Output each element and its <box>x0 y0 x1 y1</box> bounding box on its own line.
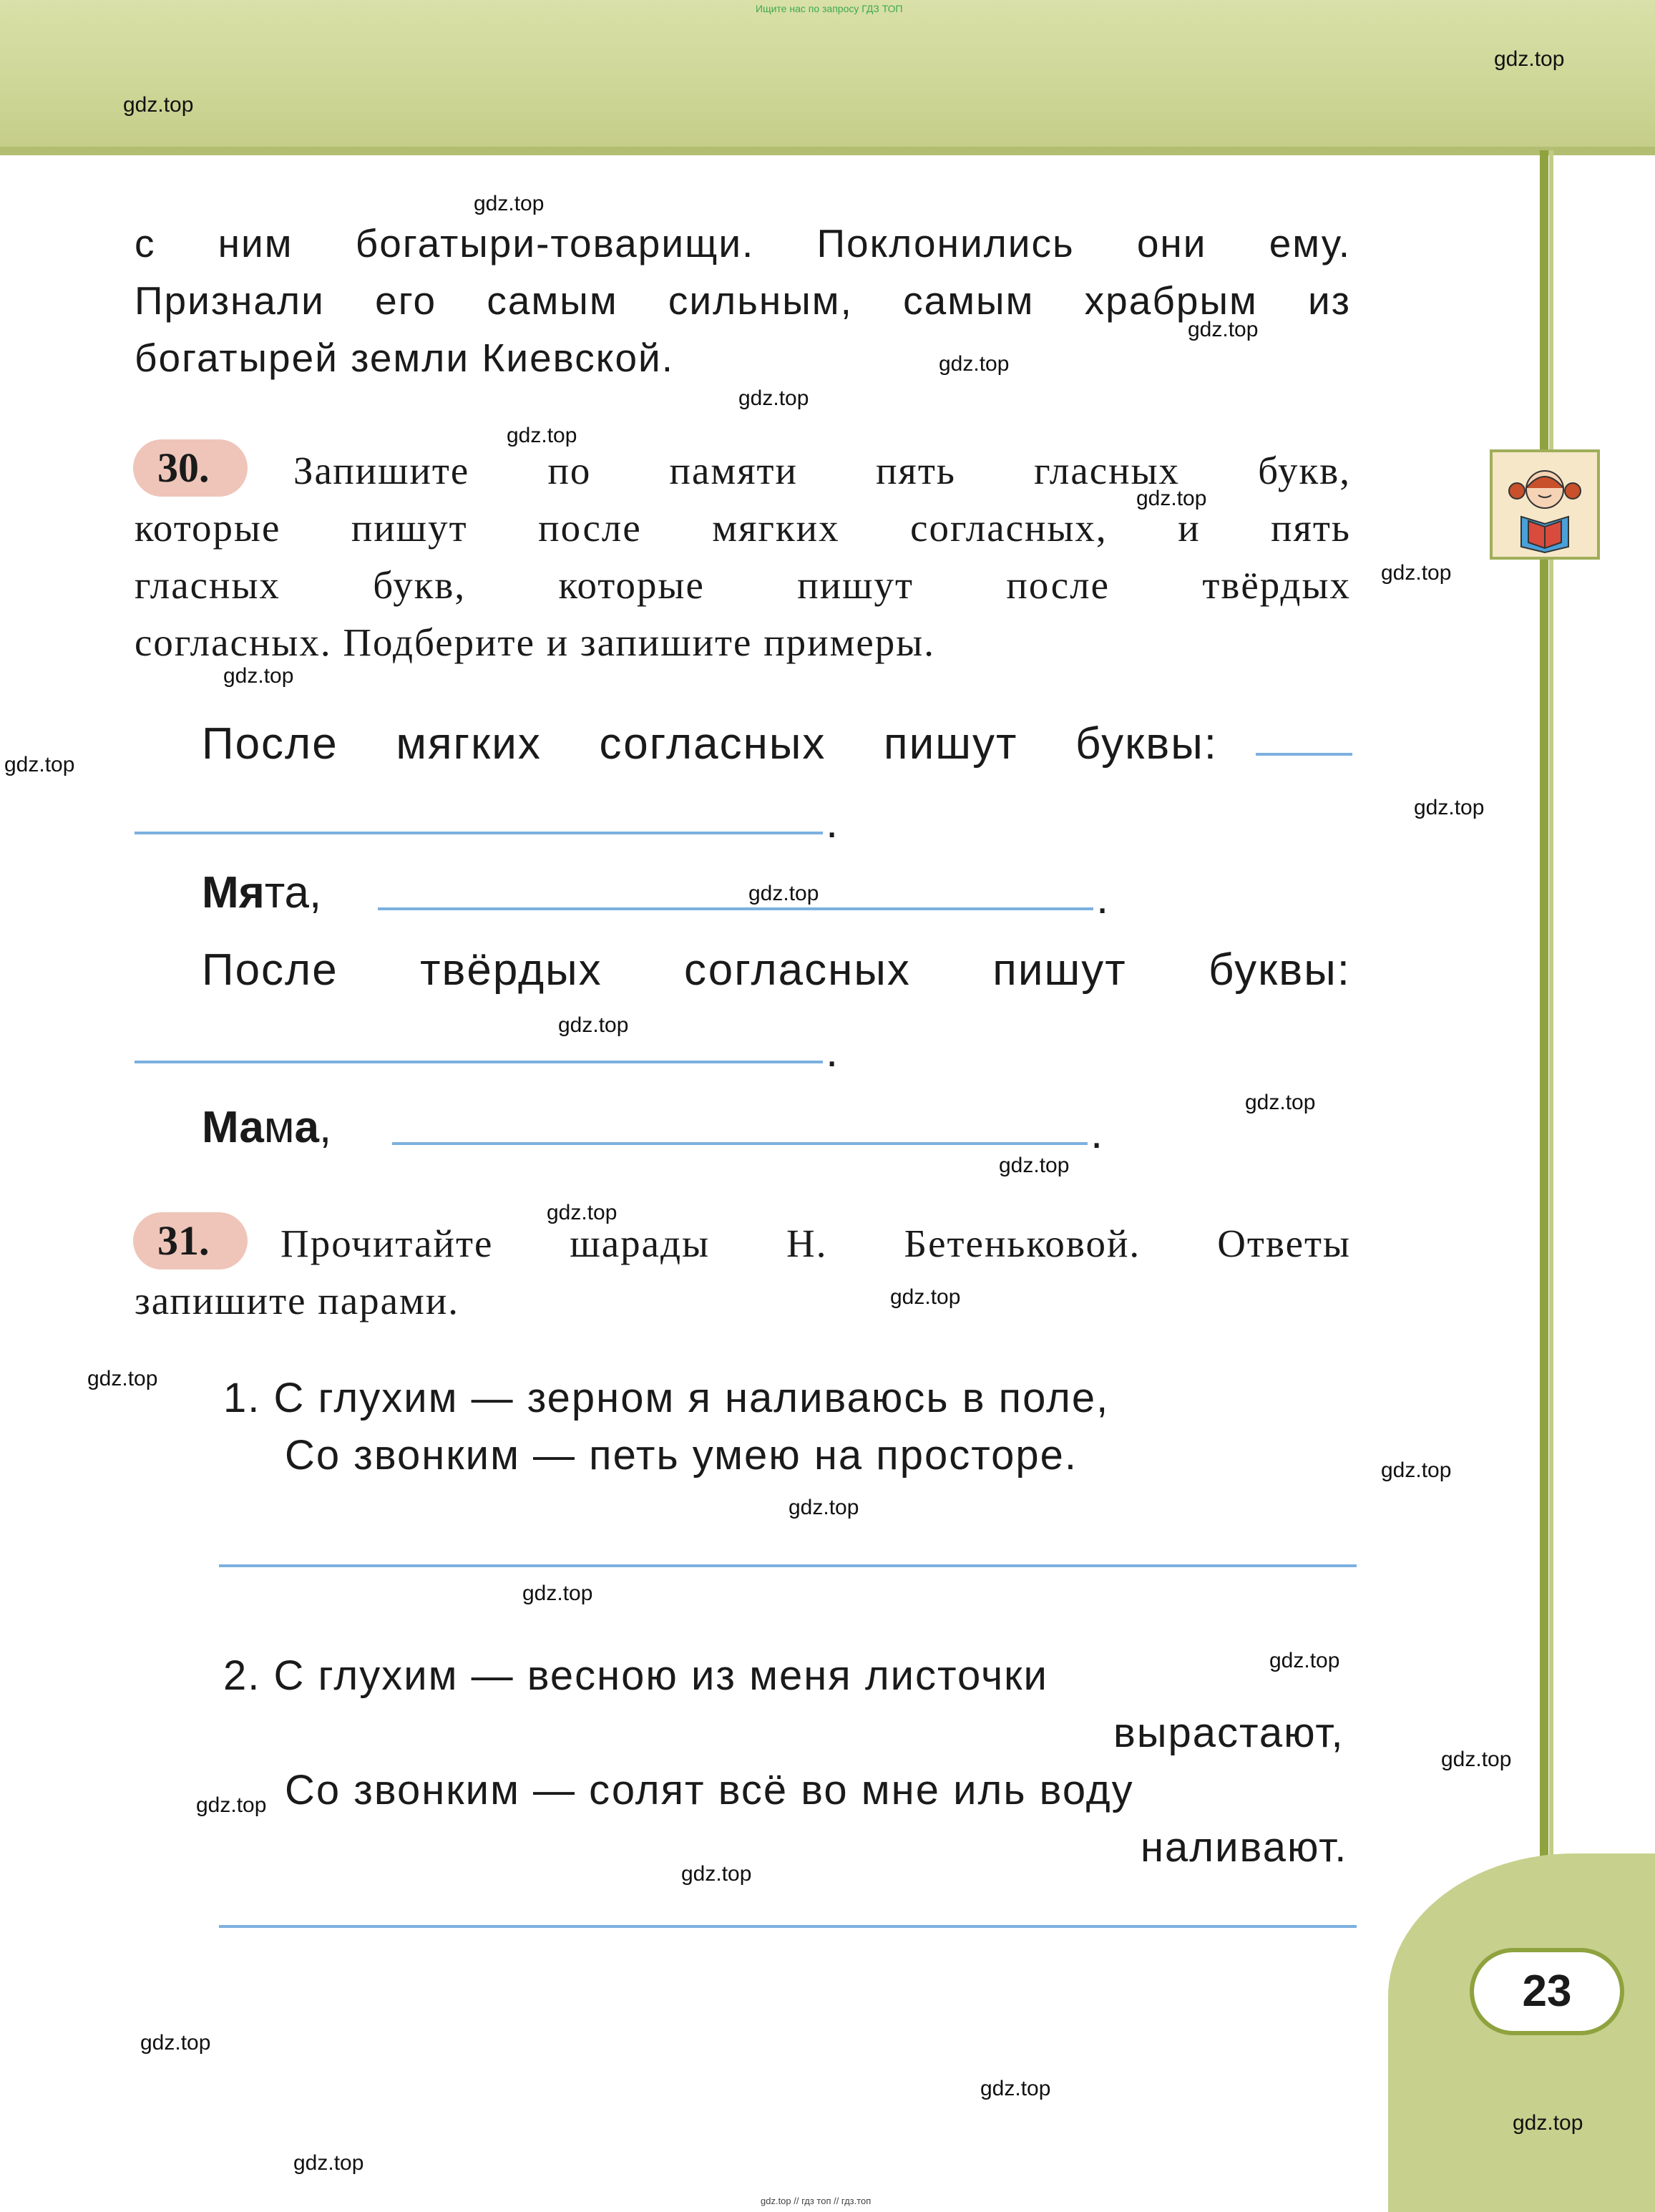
watermark: gdz.top <box>474 192 545 215</box>
header-band-edge <box>0 147 1655 155</box>
watermark: gdz.top <box>939 352 1010 376</box>
watermark: gdz.top <box>1381 561 1452 585</box>
watermark: gdz.top <box>1245 1091 1316 1114</box>
soft-label: После мягких согласных пишут буквы: <box>202 719 1218 769</box>
exercise-30-line-3: гласных букв, которые пишут после твёрдых <box>135 563 1351 607</box>
answer-line-riddle-2[interactable] <box>219 1925 1357 1928</box>
page-number: 23 <box>1470 1948 1624 2035</box>
watermark: gdz.top <box>681 1862 752 1886</box>
watermark: gdz.top <box>140 2031 211 2055</box>
watermark: gdz.top <box>1441 1748 1512 1771</box>
hard-example-mid: м <box>263 1103 295 1152</box>
answer-line-hard-example[interactable] <box>392 1142 1088 1145</box>
period: . <box>826 1027 839 1076</box>
margin-rule-shadow <box>1549 150 1553 1982</box>
watermark: gdz.top <box>87 1367 158 1390</box>
soft-example-bold: Мя <box>202 868 265 917</box>
riddle-1-line-1: 1. С глухим — зерном я наливаюсь в поле, <box>223 1375 1110 1421</box>
exercise-31-number: 31. <box>157 1217 210 1264</box>
answer-line-hard[interactable] <box>135 1061 823 1063</box>
exercise-30-number: 30. <box>157 444 210 491</box>
hard-example-rest: , <box>319 1103 332 1152</box>
watermark: gdz.top <box>1136 487 1207 510</box>
header-band <box>0 0 1655 150</box>
watermark: gdz.top <box>748 882 819 905</box>
watermark: gdz.top <box>196 1793 267 1817</box>
intro-line-2: Признали его самым сильным, самым храбрым из <box>135 278 1351 323</box>
exercise-30-line-4: согласных. Подберите и запишите примеры. <box>135 620 935 664</box>
watermark: gdz.top <box>789 1496 859 1519</box>
riddle-2-line-2: вырастают, <box>1113 1710 1344 1756</box>
watermark: gdz.top <box>999 1154 1070 1177</box>
footer-note: gdz.top // гдз топ // гдз.топ <box>761 2196 872 2206</box>
watermark: gdz.top <box>507 424 577 447</box>
answer-line-soft[interactable] <box>135 832 823 834</box>
watermark: gdz.top <box>980 2077 1051 2100</box>
exercise-31-line-1: Прочитайте шарады Н. Бетеньковой. Ответы <box>280 1222 1351 1265</box>
riddle-2-line-4: наливают. <box>1141 1824 1348 1871</box>
reading-girl-icon <box>1490 449 1600 560</box>
watermark: gdz.top <box>558 1013 629 1037</box>
period: . <box>1096 874 1109 923</box>
hard-example-bold: Ма <box>202 1103 264 1152</box>
hard-example <box>202 1099 331 1156</box>
watermark: gdz.top <box>547 1201 617 1224</box>
top-note: Ищите нас по запросу ГДЗ ТОП <box>756 3 903 14</box>
hard-label: После твёрдых согласных пишут буквы: <box>202 945 1351 995</box>
watermark: gdz.top <box>890 1285 961 1309</box>
soft-example <box>202 864 321 922</box>
watermark: gdz.top <box>123 93 194 117</box>
watermark: gdz.top <box>223 664 294 688</box>
watermark: gdz.top <box>4 753 75 776</box>
watermark: gdz.top <box>1188 318 1259 341</box>
intro-line-1: с ним богатыри-товарищи. Поклонились они ему. <box>135 221 1351 265</box>
exercise-30-line-1: Запишите по памяти пять гласных букв, <box>293 449 1351 492</box>
soft-example-rest: та, <box>264 868 322 917</box>
watermark: gdz.top <box>1414 796 1485 819</box>
watermark: gdz.top <box>738 386 809 410</box>
riddle-2-line-1: 2. С глухим — весною из меня листочки <box>223 1652 1048 1699</box>
exercise-30-line-2: которые пишут после мягких согласных, и пять <box>135 506 1351 550</box>
margin-rule <box>1540 150 1548 1982</box>
exercise-31-line-2: запишите парами. <box>135 1279 460 1322</box>
period: . <box>826 798 839 847</box>
watermark: gdz.top <box>1381 1458 1452 1482</box>
watermark: gdz.top <box>1269 1649 1340 1672</box>
answer-line-riddle-1[interactable] <box>219 1564 1357 1567</box>
period: . <box>1090 1109 1103 1158</box>
watermark: gdz.top <box>522 1582 593 1605</box>
answer-line-soft-end[interactable] <box>1256 753 1352 756</box>
watermark: gdz.top <box>1494 47 1565 71</box>
riddle-1-line-2: Со звонким — петь умею на просторе. <box>285 1432 1078 1478</box>
hard-example-bold2: а <box>294 1103 319 1152</box>
watermark: gdz.top <box>1513 2111 1583 2135</box>
watermark: gdz.top <box>293 2151 364 2175</box>
riddle-2-line-3: Со звонким — солят всё во мне иль воду <box>285 1767 1134 1813</box>
intro-line-3: богатырей земли Киевской. <box>135 336 675 380</box>
answer-line-soft-example[interactable] <box>378 907 1093 910</box>
